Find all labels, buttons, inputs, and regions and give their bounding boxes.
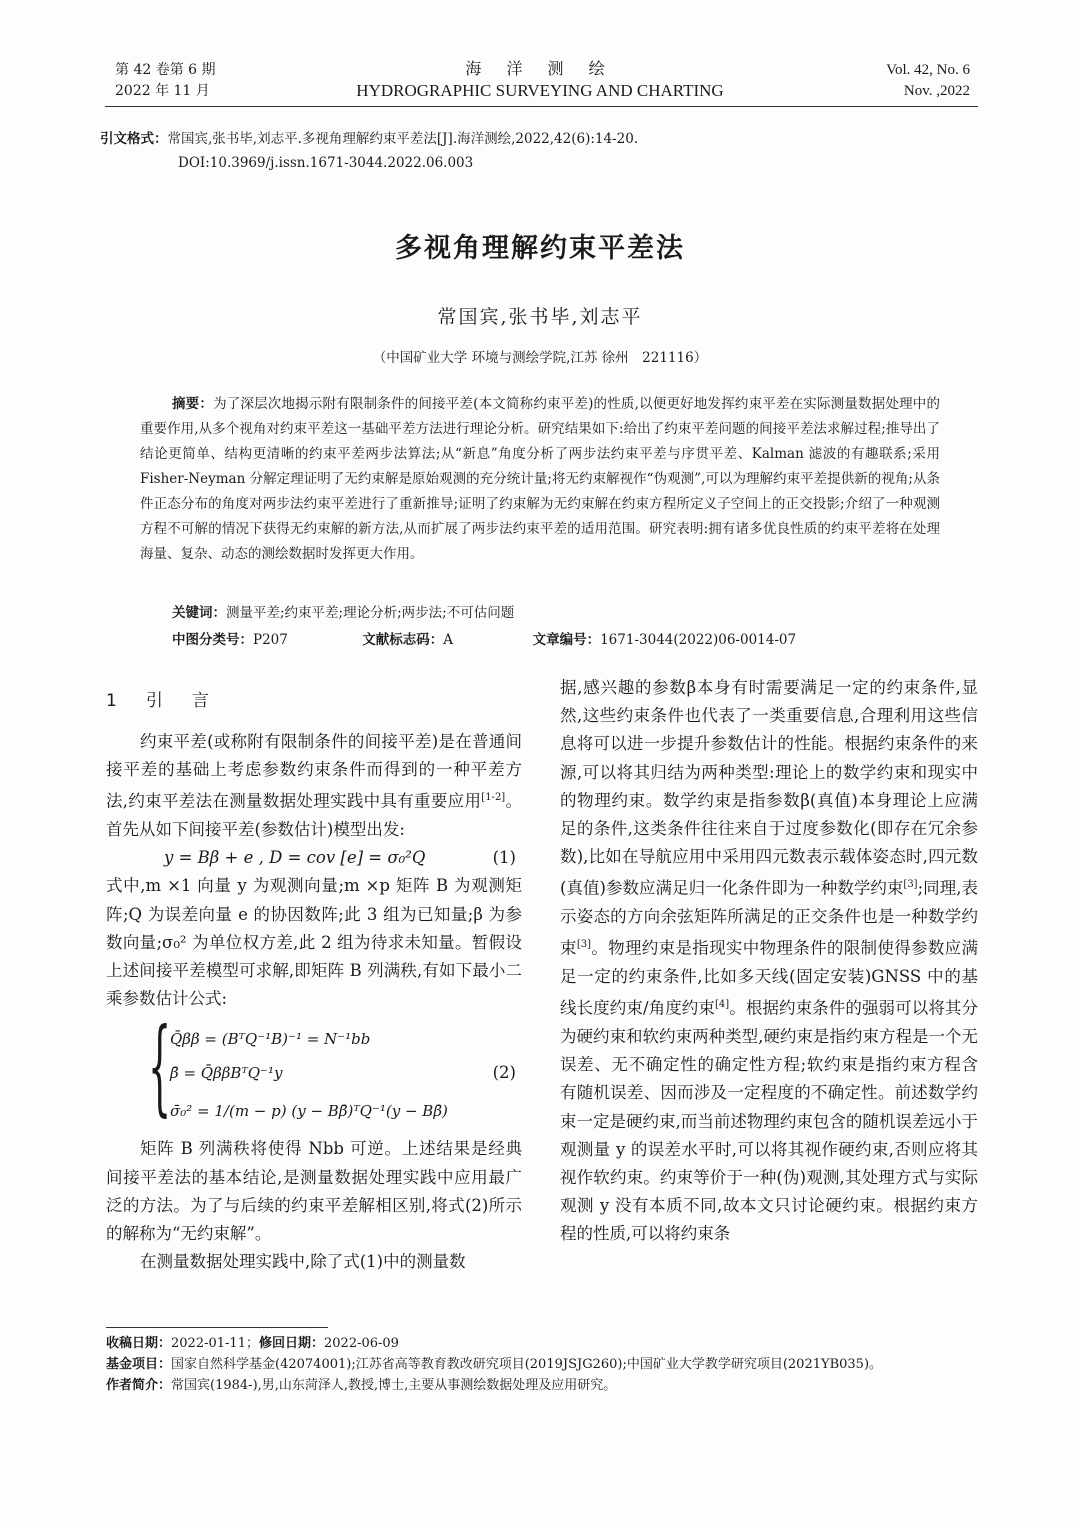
footnote-author: 作者简介：常国宾(1984-),男,山东菏泽人,教授,博士,主要从事测绘数据处理及应用研究。 <box>106 1378 617 1393</box>
equation-2-number: (2) <box>492 1063 516 1083</box>
paper-authors: 常国宾,张书毕,刘志平 <box>437 306 643 328</box>
equation-1 <box>106 844 522 872</box>
header-rule <box>105 106 978 107</box>
equation-2-brace: { <box>148 1005 172 1128</box>
doc-code-value: A <box>443 632 454 648</box>
classification-line <box>172 628 972 652</box>
article-number-label: 文章编号： <box>532 632 601 648</box>
right-paragraph: 据,感兴趣的参数β本身有时需要满足一定的约束条件,显然,这些约束条件也代表了一类重要信息,合理利用这些信息将可以进一步提升参数估计的性能。根据约束条件的来源,可以将其归结为两种类型:理论上的数学约束和现实中的物理约束。数学约束是指参数β(真值)本身理论上应满足的条件,这类条件往往来自于过度参数化(即存在冗余参数),比如在导航应用中采用四元数表示载体姿态时,四元数(真值)参数应满足归一化条件即为一种数学约束[3];同理,表示姿态的方向余弦矩阵所满足的正交条件也是一种数学约束[3]。物理约束是指现实中物理条件的限制使得参数应满足一定的约束条件,比如多天线(固定安装)GNSS 中的基线长度约束/角度约束[4]。根据约束条件的强弱可以将其分为硬约束和软约束两种类型,硬约束是指约束方程是一个无误差、无不确定性的确定性方程;软约束是指约束方程含有随机误差、因而涉及一定程度的不确定性。前述数学约束一定是硬约束,而当前述物理约束包含的随机误差远小于观测量 y 的误差水平时,可以将其视作硬约束,否则应将其视作软约束。约束等价于一种(伪)观测,其处理方式与实际观测 y 没有本质不同,故本文只讨论硬约束。根据约束方程的性质,可以将约束条 <box>560 678 979 1244</box>
doc-code-label: 文献标志码： <box>362 632 444 648</box>
citation-text: 常国宾,张书毕,刘志平.多视角理解约束平差法[J].海洋测绘,2022,42(6):14-20. <box>167 131 639 147</box>
header-date-cn: 2022 年 11 月 <box>115 83 210 99</box>
keywords-label: 关键词： <box>172 605 226 621</box>
equation-1-body: y = Bβ + e , D = cov [e] = σ₀²Q <box>164 848 426 868</box>
section-heading-introduction: 1 引 言 <box>106 691 215 711</box>
abstract-text: 为了深层次地揭示附有限制条件的间接平差(本文简称约束平差)的性质,以便更好地发挥约束平差在实际测量数据处理中的重要作用,从多个视角对约束平差这一基础平差方法进行理论分析。研究结果如下:给出了约束平差问题的间接平差法求解过程;推导出了结论更简单、结构更清晰的约束平差两步法算法;从“新息”角度分析了两步法约束平差与序贯平差、Kalman 滤波的有趣联系;采用 Fisher-Neyman 分解定理证明了无约束解是原始观测的充分统计量;将无约束解视作“伪观测”,可以为理解约束平差提供新的视角;从条件正态分布的角度对两步法约束平差进行了重新推导;证明了约束解为无约束解在约束方程所定义子空间上的正交投影;介绍了一种观测方程不可解的情况下获得无约束解的新方法,从而扩展了两步法约束平差的适用范围。研究表明:拥有诸多优良性质的约束平差将在处理海量、复杂、动态的测绘数据时发挥更大作用。 <box>140 396 940 562</box>
right-column <box>560 674 978 1249</box>
abstract-label: 摘要： <box>172 396 214 412</box>
equation-2-line-3: σ̄₀² = 1/(m − p) (y − Bβ̄)ᵀQ⁻¹(y − Bβ̄) <box>170 1102 448 1121</box>
left-column <box>106 728 522 1276</box>
clc-value: P207 <box>253 632 288 648</box>
header-date-en: Nov. ,2022 <box>903 83 970 99</box>
intro-paragraph-1: 约束平差(或称附有限制条件的间接平差)是在普通间接平差的基础上考虑参数约束条件而得到的一种平差方法,约束平差法在测量数据处理实践中具有重要应用[1-2]。首先从如下间接平差(参数估计)模型出发: <box>106 732 523 840</box>
footnote-dates: 收稿日期：2022-01-11；修回日期：2022-06-09 <box>106 1336 399 1351</box>
citation-doi: DOI:10.3969/j.issn.1671-3044.2022.06.003 <box>178 155 474 171</box>
header-journal-en: HYDROGRAPHIC SURVEYING AND CHARTING <box>356 81 724 100</box>
clc-label: 中图分类号： <box>172 632 253 648</box>
equation-2 <box>106 1005 522 1131</box>
equation-2-line-1: Q̄ββ = (BᵀQ⁻¹B)⁻¹ = N⁻¹bb <box>170 1030 371 1049</box>
footnote-fund: 基金项目：国家自然科学基金(42074001);江苏省高等教育教改研究项目(2019JSJG260);中国矿业大学教学研究项目(2021YB035)。 <box>106 1357 883 1372</box>
paper-title: 多视角理解约束平差法 <box>395 233 685 264</box>
keywords <box>172 601 514 625</box>
article-number-value: 1671-3044(2022)06-0014-07 <box>600 632 797 648</box>
citation-ref: [4] <box>714 999 730 1011</box>
citation-ref: [3] <box>903 879 918 891</box>
citation-ref: [1-2] <box>481 792 506 804</box>
equation-1-number: (1) <box>492 848 516 868</box>
header-volume-cn: 第 42 卷第 6 期 <box>115 62 216 78</box>
keywords-text: 测量平差;约束平差;理论分析;两步法;不可估问题 <box>226 605 515 621</box>
intro-paragraph-3: 矩阵 B 列满秩将使得 Nbb 可逆。上述结果是经典间接平差法的基本结论,是测量数据处理实践中应用最广泛的方法。为了与后续的约束平差解相区别,将式(2)所示的解称为“无约束解”。 <box>106 1139 522 1243</box>
intro-paragraph-4: 在测量数据处理实践中,除了式(1)中的测量数 <box>140 1252 466 1272</box>
citation-block <box>100 127 980 175</box>
footnotes <box>106 1333 986 1396</box>
header-volume-en: Vol. 42, No. 6 <box>886 62 970 78</box>
footnote-rule <box>106 1327 328 1328</box>
equation-2-line-2: β̄ = Q̄ββBᵀQ⁻¹y <box>170 1064 283 1083</box>
header-journal-cn: 海 洋 测 绘 <box>465 59 615 78</box>
abstract <box>140 392 940 567</box>
header-volume-en-block <box>886 60 970 102</box>
citation-ref: [3] <box>576 939 591 951</box>
intro-paragraph-2: 式中,m ×1 向量 y 为观测向量;m ×p 矩阵 B 为观测矩阵;Q 为误差向量 e 的协因数阵;此 3 组为已知量;β 为参数向量;σ₀² 为单位权方差,此 2 组为待求未知量。暂假设上述间接平差模型可求解,即矩阵 B 列满秩,有如下最小二乘参数估计公式: <box>106 876 522 1009</box>
paper-affiliation: （中国矿业大学 环境与测绘学院,江苏 徐州 221116） <box>372 350 708 366</box>
citation-label: 引文格式： <box>100 131 168 147</box>
